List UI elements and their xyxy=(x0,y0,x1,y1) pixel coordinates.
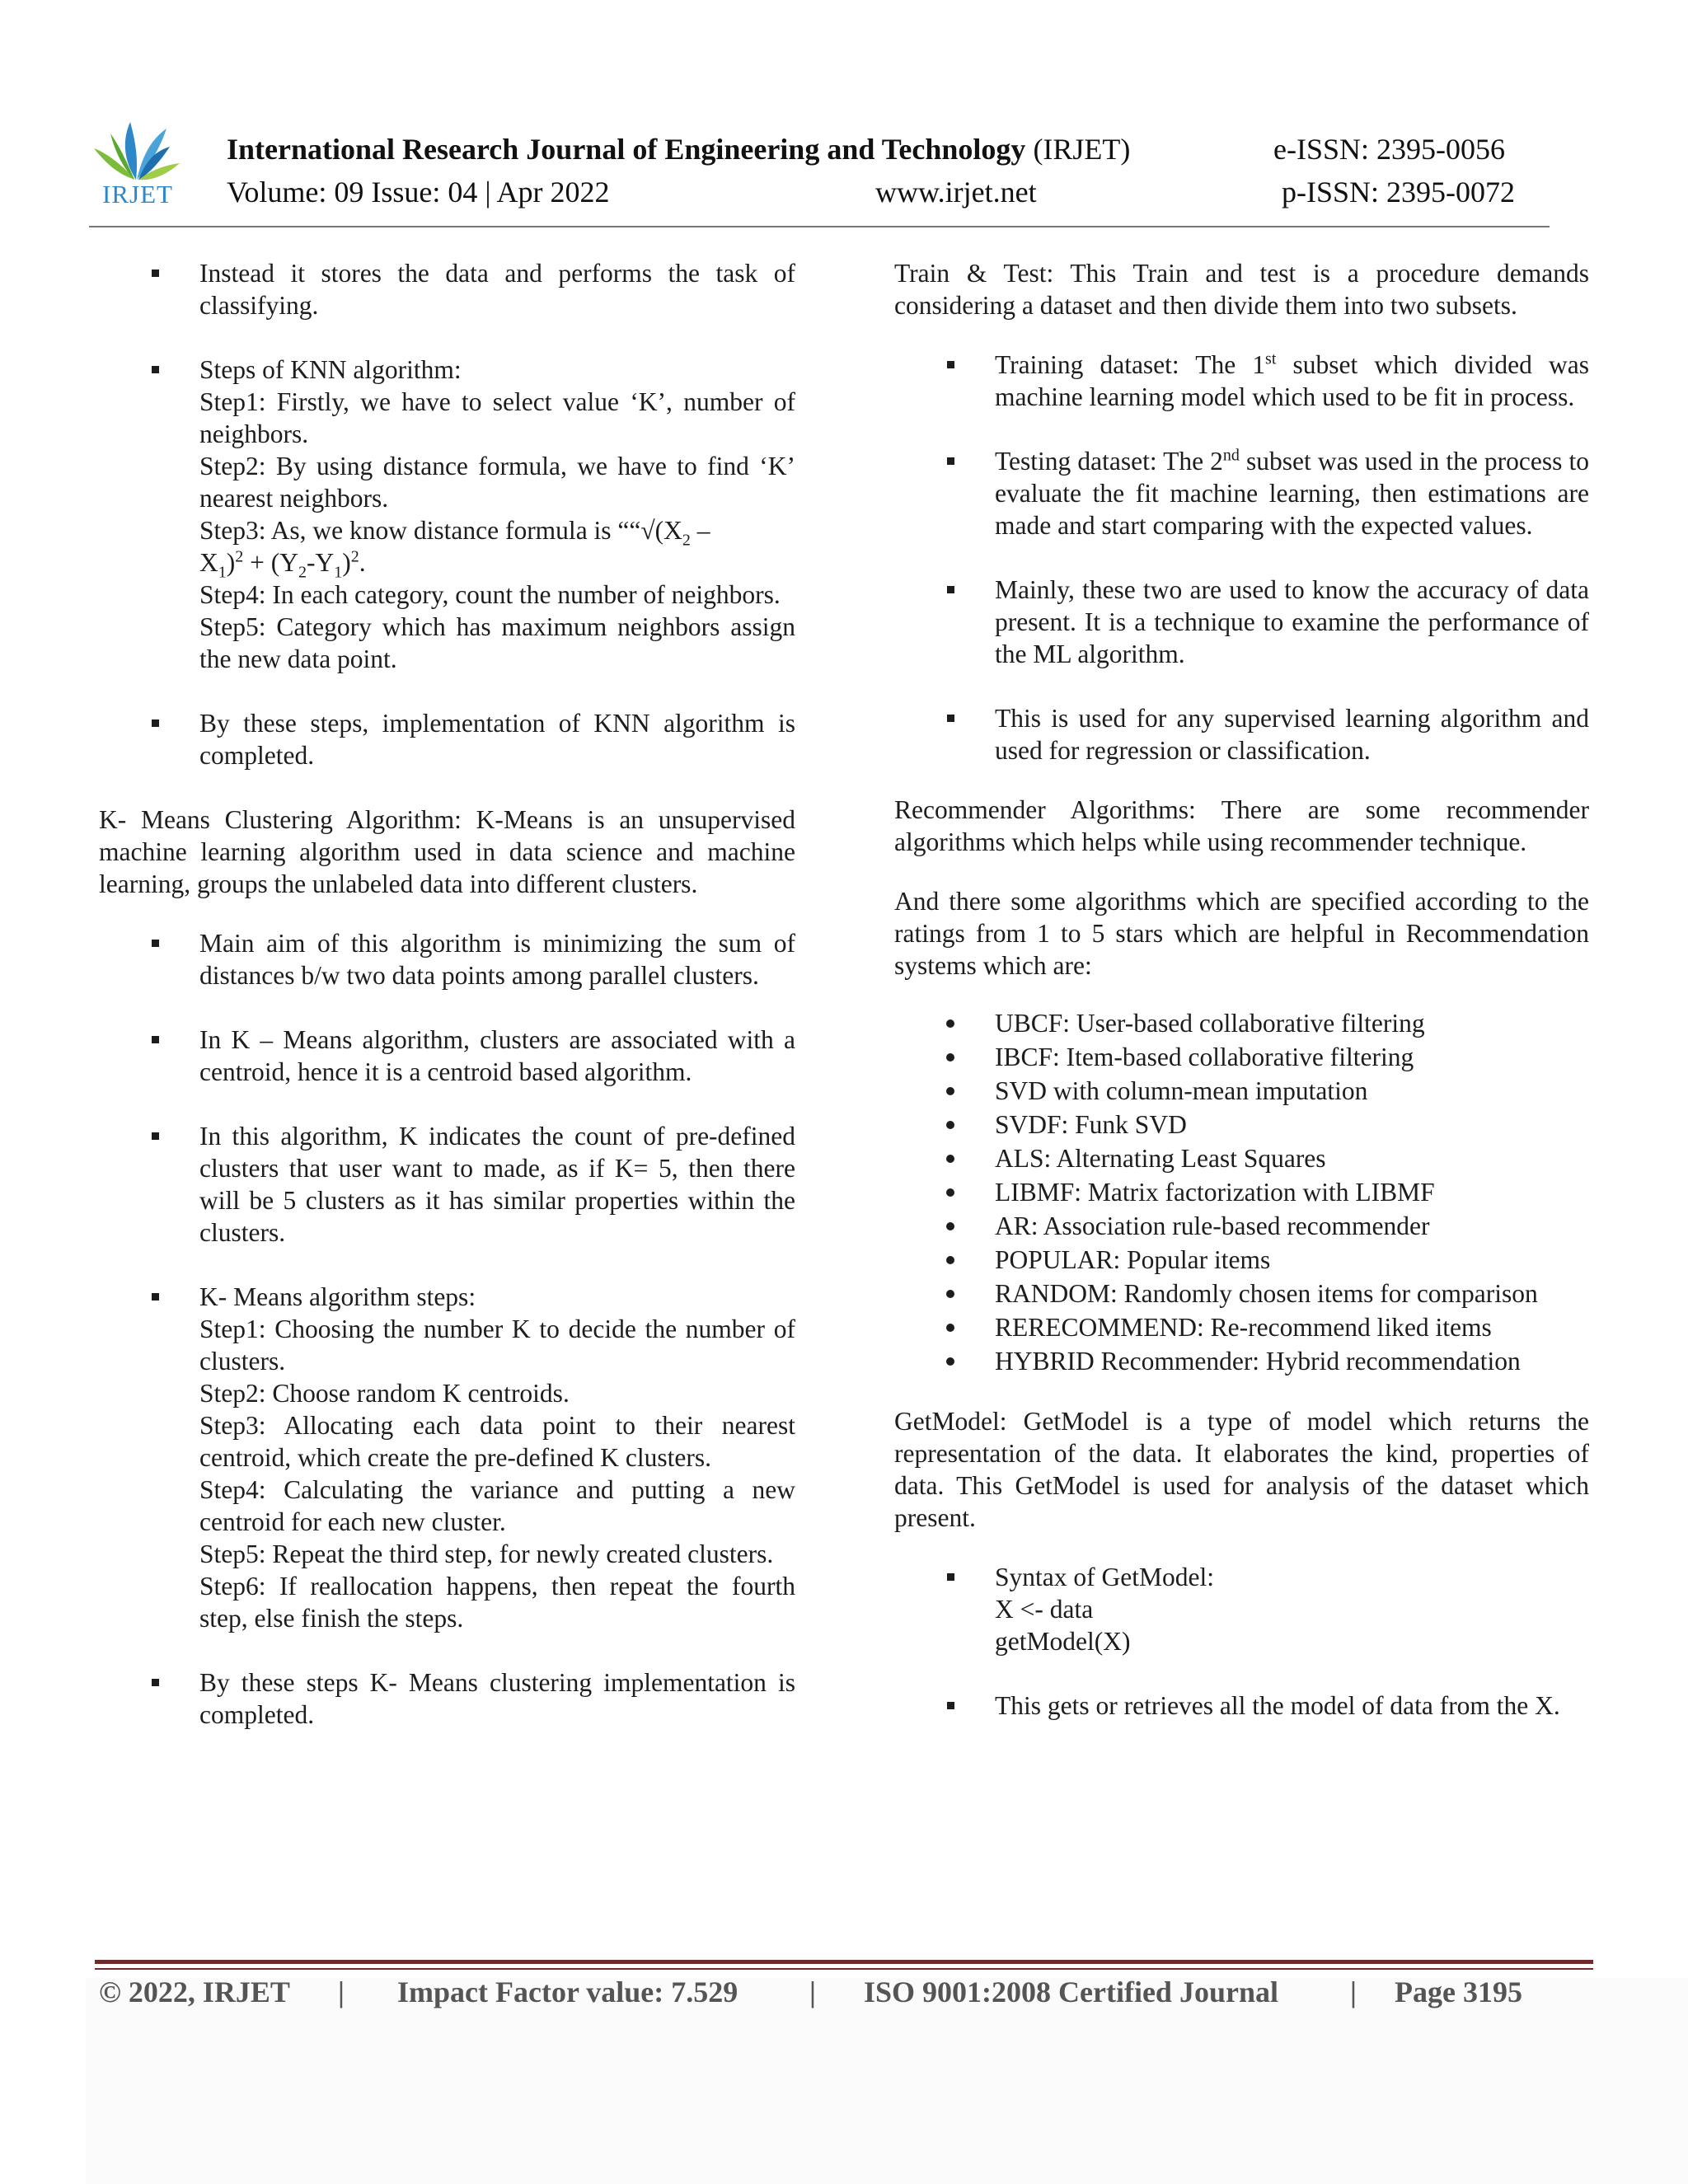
bullet-dot-icon xyxy=(946,1290,954,1298)
list-item xyxy=(894,574,1589,670)
eissn: e-ISSN: 2395-0056 xyxy=(1273,133,1505,166)
list-item: HYBRID Recommender: Hybrid recommendation xyxy=(894,1344,1589,1378)
leaf-logo-icon xyxy=(91,115,181,190)
footer-separator: | xyxy=(809,1975,816,2008)
header-rule xyxy=(89,226,1550,227)
bullet-text: In this algorithm, K indicates the count of pre-defined clusters that user want to made, as if K= 5, then there will be 5 clusters as it has similar properties within the clusters. xyxy=(199,1122,795,1247)
list-item: SVD with column-mean imputation xyxy=(894,1074,1589,1108)
bullet-text: By these steps, implementation of KNN algorithm is completed. xyxy=(199,709,795,770)
list-item: ALS: Alternating Least Squares xyxy=(894,1141,1589,1175)
kmeans-step-3: Step3: Allocating each data point to their nearest centroid, which create the pre-defined K clusters. xyxy=(199,1411,795,1472)
footer-separator: | xyxy=(338,1975,345,2008)
list-item-knn-steps xyxy=(99,354,795,675)
list-item xyxy=(99,927,795,991)
irjet-logo xyxy=(91,115,181,214)
bullet-dot-icon xyxy=(946,1188,954,1197)
left-column xyxy=(99,257,795,1763)
square-bullet-icon xyxy=(152,269,159,277)
list-item-kmeans-steps xyxy=(99,1281,795,1634)
algorithm-list xyxy=(894,1006,1589,1378)
pissn: p-ISSN: 2395-0072 xyxy=(1282,176,1516,209)
list-item xyxy=(894,1690,1589,1722)
square-bullet-icon xyxy=(947,1702,954,1709)
bullet-dot-icon xyxy=(946,1087,954,1095)
square-bullet-icon xyxy=(947,457,954,465)
ratings-paragraph: And there some algorithms which are specified according to the ratings from 1 to 5 stars which are helpful in Recommendation systems which are: xyxy=(894,887,1589,980)
footer-impact-factor: Impact Factor value: 7.529 xyxy=(397,1975,738,2008)
list-item xyxy=(99,707,795,771)
syntax-line-2: getModel(X) xyxy=(995,1627,1131,1656)
list-item: IBCF: Item-based collaborative filtering xyxy=(894,1040,1589,1074)
footer-copyright: © 2022, IRJET xyxy=(99,1975,290,2008)
list-item: RANDOM: Randomly chosen items for comparison xyxy=(894,1277,1589,1310)
bullet-text: This gets or retrieves all the model of data from the X. xyxy=(995,1691,1560,1720)
footer-iso: ISO 9001:2008 Certified Journal xyxy=(864,1975,1278,2008)
volume-issue: Volume: 09 Issue: 04 | Apr 2022 xyxy=(227,176,610,209)
kmeans-steps-title: K- Means algorithm steps: xyxy=(199,1282,476,1311)
kmeans-step-1: Step1: Choosing the number K to decide the number of clusters. xyxy=(199,1315,795,1376)
list-item: SVDF: Funk SVD xyxy=(894,1108,1589,1141)
footer-page-number: Page 3195 xyxy=(1395,1975,1522,2008)
square-bullet-icon xyxy=(152,1132,159,1140)
syntax-line-1: X <- data xyxy=(995,1595,1094,1624)
square-bullet-icon xyxy=(947,715,954,722)
list-item: Training dataset: The 1st subset which divided was machine learning model which used to be fit in process. xyxy=(894,349,1589,413)
bullet-dot-icon xyxy=(946,1121,954,1129)
bullet-dot-icon xyxy=(946,1256,954,1264)
list-item: UBCF: User-based collaborative filtering xyxy=(894,1006,1589,1040)
list-item-getmodel-syntax xyxy=(894,1561,1589,1657)
journal-title-bold: International Research Journal of Engineering and Technology xyxy=(227,133,1026,166)
bullet-dot-icon xyxy=(946,1155,954,1163)
bullet-text: Instead it stores the data and performs the task of classifying. xyxy=(199,259,795,320)
footer-rule-thick xyxy=(95,1960,1593,1964)
kmeans-step-6: Step6: If reallocation happens, then repeat the fourth step, else finish the steps. xyxy=(199,1572,795,1633)
list-item xyxy=(99,1120,795,1249)
square-bullet-icon xyxy=(152,940,159,947)
kmeans-paragraph: K- Means Clustering Algorithm: K-Means is an unsupervised machine learning algorithm used in data science and machine learning, groups the unlabeled data into different clusters. xyxy=(99,805,795,898)
bullet-dot-icon xyxy=(946,1357,954,1366)
journal-title xyxy=(227,132,1130,166)
syntax-title: Syntax of GetModel: xyxy=(995,1563,1214,1591)
list-item: POPULAR: Popular items xyxy=(894,1243,1589,1277)
kmeans-step-4: Step4: Calculating the variance and putting a new centroid for each new cluster. xyxy=(199,1475,795,1536)
bullet-dot-icon xyxy=(946,1222,954,1230)
square-bullet-icon xyxy=(152,1036,159,1043)
kmeans-step-2: Step2: Choose random K centroids. xyxy=(199,1379,570,1408)
knn-step-4: Step4: In each category, count the number of neighbors. xyxy=(199,580,781,609)
knn-step-1: Step1: Firstly, we have to select value ‘K’, number of neighbors. xyxy=(199,387,795,448)
bullet-dot-icon xyxy=(946,1019,954,1028)
footer-separator: | xyxy=(1350,1975,1357,2008)
list-item xyxy=(99,1024,795,1088)
knn-steps-title: Steps of KNN algorithm: xyxy=(199,355,462,384)
knn-step-5: Step5: Category which has maximum neighbors assign the new data point. xyxy=(199,612,795,673)
recommender-paragraph: Recommender Algorithms: There are some recommender algorithms which helps while using recommender technique. xyxy=(894,795,1589,856)
bullet-text: By these steps K- Means clustering implementation is completed. xyxy=(199,1668,795,1729)
page-footer xyxy=(99,1975,1599,2016)
train-test-paragraph: Train & Test: This Train and test is a procedure demands considering a dataset and then divide them into two subsets. xyxy=(894,259,1589,320)
bullet-text: Main aim of this algorithm is minimizing the sum of distances b/w two data points among parallel clusters. xyxy=(199,929,795,990)
knn-step-3: Step3: As, we know distance formula is ““$√(X_2$ – $X_1)^2 + (Y_2-Y_1)^2$. xyxy=(199,516,710,582)
square-bullet-icon xyxy=(947,1573,954,1581)
bullet-dot-icon xyxy=(946,1324,954,1332)
list-item: AR: Association rule-based recommender xyxy=(894,1209,1589,1243)
list-item xyxy=(99,1666,795,1731)
square-bullet-icon xyxy=(152,719,159,727)
list-item: RERECOMMEND: Re-recommend liked items xyxy=(894,1310,1589,1344)
list-item: Testing dataset: The 2nd subset was used in the process to evaluate the fit machine learning, then estimations are made and start comparing with the expected values. xyxy=(894,445,1589,541)
getmodel-paragraph: GetModel: GetModel is a type of model which returns the representation of the data. It elaborates the kind, properties of data. This GetModel is used for analysis of the dataset which present. xyxy=(894,1407,1589,1532)
bullet-dot-icon xyxy=(946,1053,954,1062)
kmeans-step-5: Step5: Repeat the third step, for newly created clusters. xyxy=(199,1540,774,1568)
square-bullet-icon xyxy=(947,586,954,593)
list-item: LIBMF: Matrix factorization with LIBMF xyxy=(894,1175,1589,1209)
footer-rule-thin xyxy=(95,1968,1593,1970)
square-bullet-icon xyxy=(152,1679,159,1686)
bullet-text: In K – Means algorithm, clusters are associated with a centroid, hence it is a centroid based algorithm. xyxy=(199,1025,795,1086)
website: www.irjet.net xyxy=(875,176,1037,209)
bullet-text: Mainly, these two are used to know the accuracy of data present. It is a technique to examine the performance of the ML algorithm. xyxy=(995,575,1589,668)
knn-step-2: Step2: By using distance formula, we have to find ‘K’ nearest neighbors. xyxy=(199,452,795,513)
square-bullet-icon xyxy=(152,1293,159,1301)
list-item xyxy=(894,702,1589,766)
logo-text: IRJET xyxy=(102,180,173,209)
right-column xyxy=(894,257,1589,1754)
bullet-text: This is used for any supervised learning algorithm and used for regression or classification. xyxy=(995,704,1589,765)
list-item xyxy=(99,257,795,321)
square-bullet-icon xyxy=(152,366,159,373)
journal-abbrev: (IRJET) xyxy=(1033,133,1131,166)
square-bullet-icon xyxy=(947,361,954,368)
